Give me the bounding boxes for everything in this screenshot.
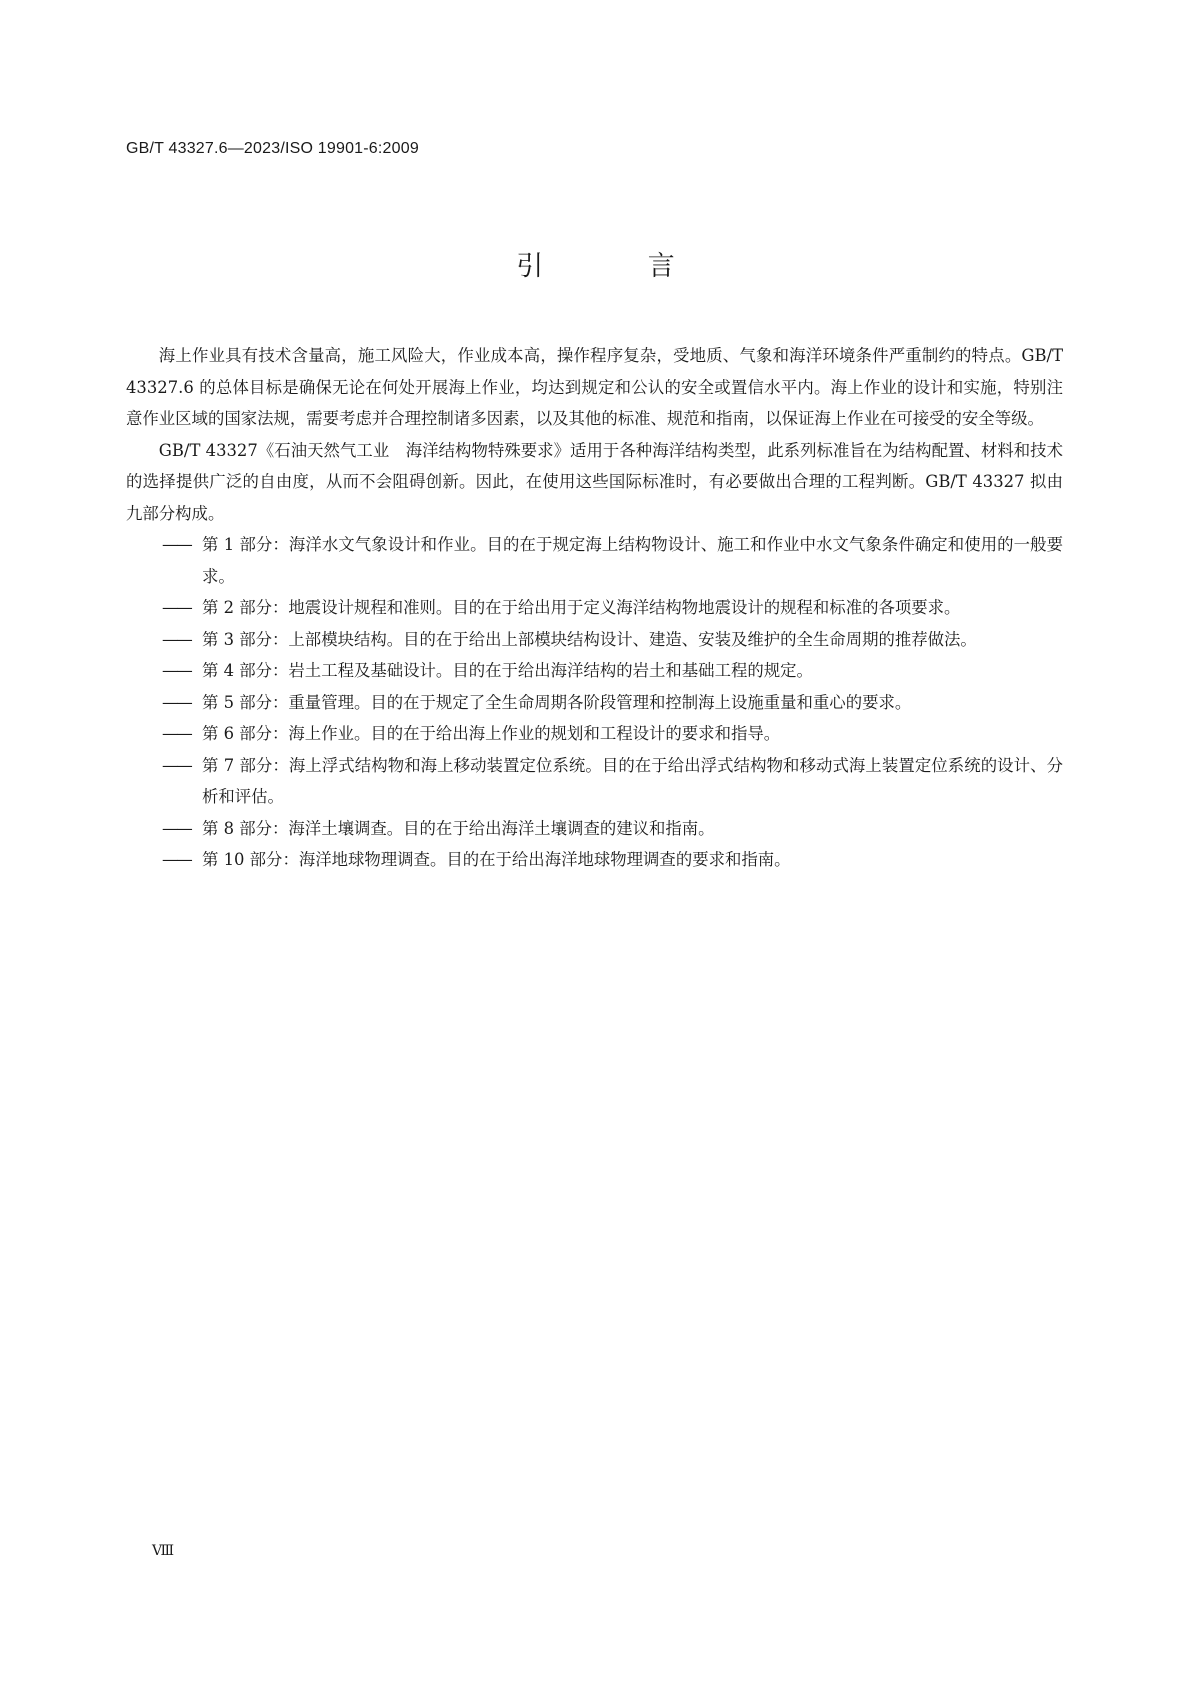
- list-item-text: 第 1 部分：海洋水文气象设计和作业。目的在于规定海上结构物设计、施工和作业中水文气象条件确定和使用的一般要求。: [202, 535, 1063, 586]
- dash-marker: ——: [162, 629, 191, 649]
- list-item: [126, 592, 1063, 624]
- list-item-text: 第 7 部分：海上浮式结构物和海上移动装置定位系统。目的在于给出浮式结构物和移动式海上装置定位系统的设计、分析和评估。: [202, 755, 1063, 806]
- list-item-text: 第 2 部分：地震设计规程和准则。目的在于给出用于定义海洋结构物地震设计的规程和标准的各项要求。: [202, 598, 961, 617]
- list-item-text: 第 5 部分：重量管理。目的在于规定了全生命周期各阶段管理和控制海上设施重量和重心的要求。: [202, 692, 912, 712]
- dash-marker: ——: [162, 598, 191, 617]
- list-item: [126, 750, 1063, 813]
- dash-marker: ——: [162, 535, 191, 554]
- dash-marker: ——: [162, 661, 191, 680]
- paragraph: 海上作业具有技术含量高，施工风险大，作业成本高，操作程序复杂，受地质、气象和海洋环境条件严重制约的特点。GB/T 43327.6 的总体目标是确保无论在何处开展海上作业，均达到规定和公认的安全或置信水平内。海上作业的设计和实施，特别注意作业区域的国家法规，需要考虑并合理控制诸多因素，以及其他的标准、规范和指南，以保证海上作业在可接受的安全等级。: [126, 346, 1063, 428]
- list-item: [126, 718, 1063, 750]
- list-item: [126, 813, 1063, 845]
- page-title: 引 言: [516, 251, 723, 282]
- list-item: [126, 624, 1063, 656]
- dash-marker: ——: [162, 850, 191, 869]
- list-item: [126, 687, 1063, 719]
- list-item: [126, 655, 1063, 687]
- document-body: [126, 340, 1063, 876]
- dash-marker: ——: [162, 818, 191, 838]
- list-item-text: 第 8 部分：海洋土壤调查。目的在于给出海洋土壤调查的建议和指南。: [202, 818, 715, 838]
- list-item-text: 第 4 部分：岩土工程及基础设计。目的在于给出海洋结构的岩土和基础工程的规定。: [202, 661, 813, 680]
- list-item-text: 第 3 部分：上部模块结构。目的在于给出上部模块结构设计、建造、安装及维护的全生命周期的推荐做法。: [202, 629, 977, 649]
- list-item: [126, 529, 1063, 592]
- page-number: Ⅷ: [152, 1543, 175, 1559]
- dash-marker: ——: [162, 755, 191, 775]
- dash-marker: ——: [162, 724, 191, 743]
- list-item-text: 第 10 部分：海洋地球物理调查。目的在于给出海洋地球物理调查的要求和指南。: [202, 850, 791, 869]
- standard-code: GB/T 43327.6—2023/ISO 19901-6:2009: [126, 140, 419, 157]
- list-item-text: 第 6 部分：海上作业。目的在于给出海上作业的规划和工程设计的要求和指导。: [202, 724, 781, 743]
- list-item: [126, 844, 1063, 876]
- paragraph: GB/T 43327《石油天然气工业 海洋结构物特殊要求》适用于各种海洋结构类型，此系列标准旨在为结构配置、材料和技术的选择提供广泛的自由度，从而不会阻碍创新。因此，在使用这些国际标准时，有必要做出合理的工程判断。GB/T 43327 拟由九部分构成。: [126, 440, 1063, 523]
- dash-marker: ——: [162, 692, 191, 712]
- parts-list: [126, 529, 1063, 876]
